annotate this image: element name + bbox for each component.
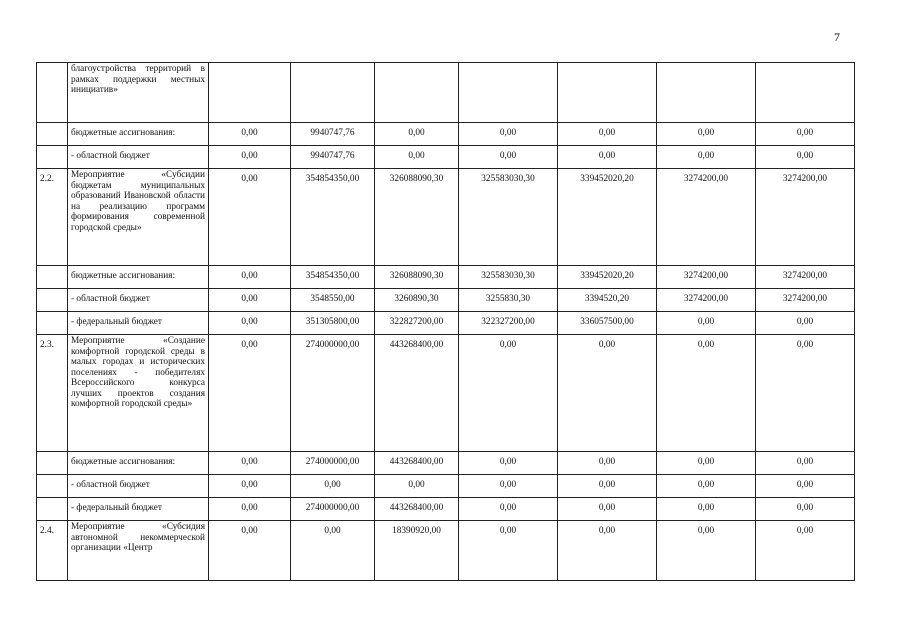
value-cell: 3255830,30 bbox=[459, 289, 558, 312]
value-cell: 3274200,00 bbox=[756, 289, 855, 312]
value-cell: 0,00 bbox=[375, 475, 459, 498]
value-cell: 0,00 bbox=[756, 146, 855, 169]
row-description: - федеральный бюджет bbox=[68, 498, 209, 521]
value-cell: 3274200,00 bbox=[657, 266, 756, 289]
value-cell: 326088090,30 bbox=[375, 169, 459, 266]
budget-table bbox=[36, 62, 855, 581]
value-cell: 443268400,00 bbox=[375, 335, 459, 452]
row-description: - областной бюджет bbox=[68, 475, 209, 498]
value-cell bbox=[756, 63, 855, 123]
value-cell bbox=[558, 63, 657, 123]
value-cell: 325583030,30 bbox=[459, 169, 558, 266]
value-cell: 3548550,00 bbox=[291, 289, 375, 312]
value-cell: 443268400,00 bbox=[375, 452, 459, 475]
value-cell: 0,00 bbox=[209, 498, 291, 521]
value-cell: 0,00 bbox=[209, 146, 291, 169]
row-index bbox=[37, 123, 68, 146]
value-cell: 443268400,00 bbox=[375, 498, 459, 521]
value-cell: 9940747,76 bbox=[291, 146, 375, 169]
value-cell: 3274200,00 bbox=[657, 289, 756, 312]
row-description: Мероприятие «Субсидия автономной некоммерческой организации «Центр bbox=[68, 521, 209, 581]
row-description: - областной бюджет bbox=[68, 289, 209, 312]
value-cell: 0,00 bbox=[209, 123, 291, 146]
value-cell: 3274200,00 bbox=[756, 169, 855, 266]
value-cell bbox=[375, 63, 459, 123]
value-cell: 339452020,20 bbox=[558, 169, 657, 266]
value-cell: 0,00 bbox=[459, 146, 558, 169]
value-cell: 0,00 bbox=[209, 452, 291, 475]
value-cell: 18390920,00 bbox=[375, 521, 459, 581]
row-index bbox=[37, 498, 68, 521]
table-row bbox=[37, 452, 855, 475]
value-cell: 0,00 bbox=[657, 521, 756, 581]
value-cell: 9940747,76 bbox=[291, 123, 375, 146]
value-cell: 0,00 bbox=[558, 123, 657, 146]
value-cell: 0,00 bbox=[209, 289, 291, 312]
value-cell: 274000000,00 bbox=[291, 452, 375, 475]
row-index bbox=[37, 289, 68, 312]
value-cell: 0,00 bbox=[657, 146, 756, 169]
table-row bbox=[37, 521, 855, 581]
row-description: благоустройства территорий в рамках поддержки местных инициатив» bbox=[68, 63, 209, 123]
value-cell: 0,00 bbox=[558, 475, 657, 498]
row-index bbox=[37, 312, 68, 335]
value-cell: 354854350,00 bbox=[291, 266, 375, 289]
table-row bbox=[37, 335, 855, 452]
row-description: - федеральный бюджет bbox=[68, 312, 209, 335]
value-cell: 322327200,00 bbox=[459, 312, 558, 335]
row-description: - областной бюджет bbox=[68, 146, 209, 169]
value-cell: 0,00 bbox=[209, 312, 291, 335]
row-index bbox=[37, 475, 68, 498]
value-cell: 339452020,20 bbox=[558, 266, 657, 289]
value-cell: 0,00 bbox=[657, 335, 756, 452]
value-cell: 0,00 bbox=[657, 123, 756, 146]
table-row bbox=[37, 289, 855, 312]
value-cell: 0,00 bbox=[756, 335, 855, 452]
table-row bbox=[37, 498, 855, 521]
row-index bbox=[37, 63, 68, 123]
row-index: 2.4. bbox=[37, 521, 68, 581]
value-cell: 0,00 bbox=[209, 169, 291, 266]
value-cell: 0,00 bbox=[756, 452, 855, 475]
row-index: 2.2. bbox=[37, 169, 68, 266]
row-description: бюджетные ассигнования: bbox=[68, 123, 209, 146]
row-description: Мероприятие «Создание комфортной городской среды в малых городах и исторических поселениях - победителях Всероссийского конкурса лучших проектов создания комфортной городской среды» bbox=[68, 335, 209, 452]
value-cell: 0,00 bbox=[459, 452, 558, 475]
table-row bbox=[37, 266, 855, 289]
value-cell bbox=[291, 63, 375, 123]
value-cell: 0,00 bbox=[459, 123, 558, 146]
table-row bbox=[37, 123, 855, 146]
value-cell: 274000000,00 bbox=[291, 498, 375, 521]
value-cell: 0,00 bbox=[756, 475, 855, 498]
value-cell: 0,00 bbox=[459, 475, 558, 498]
value-cell: 0,00 bbox=[657, 452, 756, 475]
value-cell bbox=[459, 63, 558, 123]
value-cell: 274000000,00 bbox=[291, 335, 375, 452]
value-cell: 3274200,00 bbox=[657, 169, 756, 266]
value-cell: 0,00 bbox=[459, 498, 558, 521]
value-cell: 0,00 bbox=[459, 335, 558, 452]
table-row bbox=[37, 475, 855, 498]
row-index bbox=[37, 266, 68, 289]
value-cell: 0,00 bbox=[375, 146, 459, 169]
value-cell: 0,00 bbox=[291, 475, 375, 498]
value-cell: 0,00 bbox=[558, 498, 657, 521]
value-cell: 0,00 bbox=[657, 312, 756, 335]
value-cell: 336057500,00 bbox=[558, 312, 657, 335]
row-description: Мероприятие «Субсидии бюджетам муниципальных образований Ивановской области на реализацию программ формирования современной городской среды» bbox=[68, 169, 209, 266]
value-cell: 354854350,00 bbox=[291, 169, 375, 266]
value-cell: 325583030,30 bbox=[459, 266, 558, 289]
row-index: 2.3. bbox=[37, 335, 68, 452]
value-cell: 0,00 bbox=[756, 312, 855, 335]
value-cell bbox=[209, 63, 291, 123]
value-cell: 0,00 bbox=[209, 266, 291, 289]
row-description: бюджетные ассигнования: bbox=[68, 452, 209, 475]
value-cell: 0,00 bbox=[558, 335, 657, 452]
table-row bbox=[37, 146, 855, 169]
value-cell: 0,00 bbox=[209, 335, 291, 452]
value-cell bbox=[657, 63, 756, 123]
value-cell: 0,00 bbox=[209, 475, 291, 498]
table-row bbox=[37, 63, 855, 123]
value-cell: 3274200,00 bbox=[756, 266, 855, 289]
value-cell: 0,00 bbox=[459, 521, 558, 581]
value-cell: 322827200,00 bbox=[375, 312, 459, 335]
value-cell: 0,00 bbox=[657, 475, 756, 498]
value-cell: 0,00 bbox=[375, 123, 459, 146]
value-cell: 0,00 bbox=[756, 521, 855, 581]
value-cell: 0,00 bbox=[756, 498, 855, 521]
value-cell: 0,00 bbox=[558, 521, 657, 581]
value-cell: 0,00 bbox=[558, 452, 657, 475]
value-cell: 0,00 bbox=[756, 123, 855, 146]
row-index bbox=[37, 452, 68, 475]
value-cell: 3260890,30 bbox=[375, 289, 459, 312]
value-cell: 0,00 bbox=[209, 521, 291, 581]
table-row bbox=[37, 169, 855, 266]
value-cell: 326088090,30 bbox=[375, 266, 459, 289]
table-row bbox=[37, 312, 855, 335]
value-cell: 0,00 bbox=[657, 498, 756, 521]
value-cell: 0,00 bbox=[291, 521, 375, 581]
value-cell: 3394520,20 bbox=[558, 289, 657, 312]
page-number: 7 bbox=[834, 30, 840, 44]
value-cell: 351305800,00 bbox=[291, 312, 375, 335]
row-index bbox=[37, 146, 68, 169]
value-cell: 0,00 bbox=[558, 146, 657, 169]
row-description: бюджетные ассигнования: bbox=[68, 266, 209, 289]
